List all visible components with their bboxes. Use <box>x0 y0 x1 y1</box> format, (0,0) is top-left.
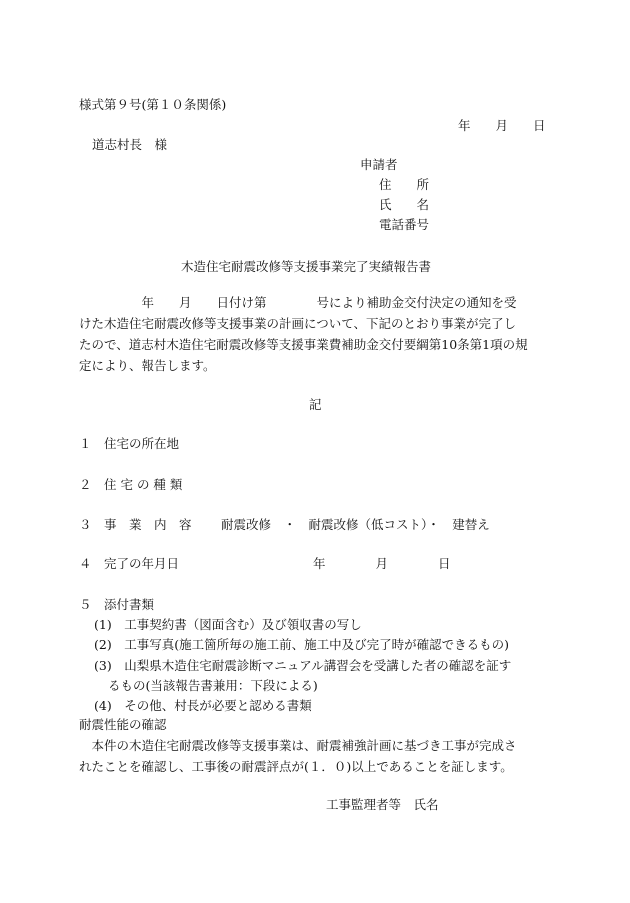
intro-line-1: 年 月 日付け第 号により補助金交付決定の通知を受 <box>79 295 517 310</box>
item-1-label: １ 住宅の所在地 <box>79 436 180 451</box>
item-4-label: ４ 完了の年月日 <box>79 556 180 571</box>
confirmation-line-1: 本件の木造住宅耐震改修等支援事業は、耐震補強計画に基づき工事が完成さ <box>79 738 517 753</box>
document-title: 木造住宅耐震改修等支援事業完了実績報告書 <box>181 259 432 274</box>
item-5-sub-2: (2) 工事写真(施工箇所毎の施工前、施工中及び完了時が確認できるもの) <box>94 637 509 652</box>
applicant-address-label: 住 所 <box>379 177 430 192</box>
addressee: 道志村長 様 <box>92 137 168 152</box>
item-5-sub-1: (1) 工事契約書（図面含む）及び領収書の写し <box>94 617 362 632</box>
item-4-date: 年 月 日 <box>313 556 451 571</box>
supervisor-signature-label: 工事監理者等 氏名 <box>326 797 439 812</box>
item-5-sub-3b: るもの(当該報告書兼用：下段による) <box>108 678 318 693</box>
item-2-label: ２ 住 宅 の 種 類 <box>79 477 183 492</box>
intro-line-4: 定により、報告します。 <box>79 358 216 373</box>
applicant-name-label: 氏 名 <box>379 197 430 212</box>
item-3-label: ３ 事 業 内 容 <box>79 517 192 532</box>
ki-heading: 記 <box>309 397 322 412</box>
item-5-sub-4: (4) その他、村長が必要と認める書類 <box>94 698 312 713</box>
intro-line-2: けた木造住宅耐震改修等支援事業の計画について、下記のとおり事業が完了し <box>79 316 517 331</box>
applicant-heading: 申請者 <box>360 157 398 172</box>
applicant-phone-label: 電話番号 <box>379 217 430 232</box>
date-line: 年 月 日 <box>458 118 546 133</box>
confirmation-line-2: れたことを確認し、工事後の耐震評点が(１．０)以上であることを証します。 <box>79 759 513 774</box>
item-5-sub-3a: (3) 山梨県木造住宅耐震診断マニュアル講習会を受講した者の確認を証す <box>94 658 512 673</box>
item-5-label: ５ 添付書類 <box>79 597 155 612</box>
item-3-options: 耐震改修 ・ 耐震改修（低コスト）・ 建替え <box>221 517 490 532</box>
form-number: 様式第９号(第１０条関係) <box>79 97 227 112</box>
confirmation-heading: 耐震性能の確認 <box>79 717 167 732</box>
intro-line-3: たので、道志村木造住宅耐震改修等支援事業費補助金交付要綱第10条第1項の規 <box>79 337 528 352</box>
